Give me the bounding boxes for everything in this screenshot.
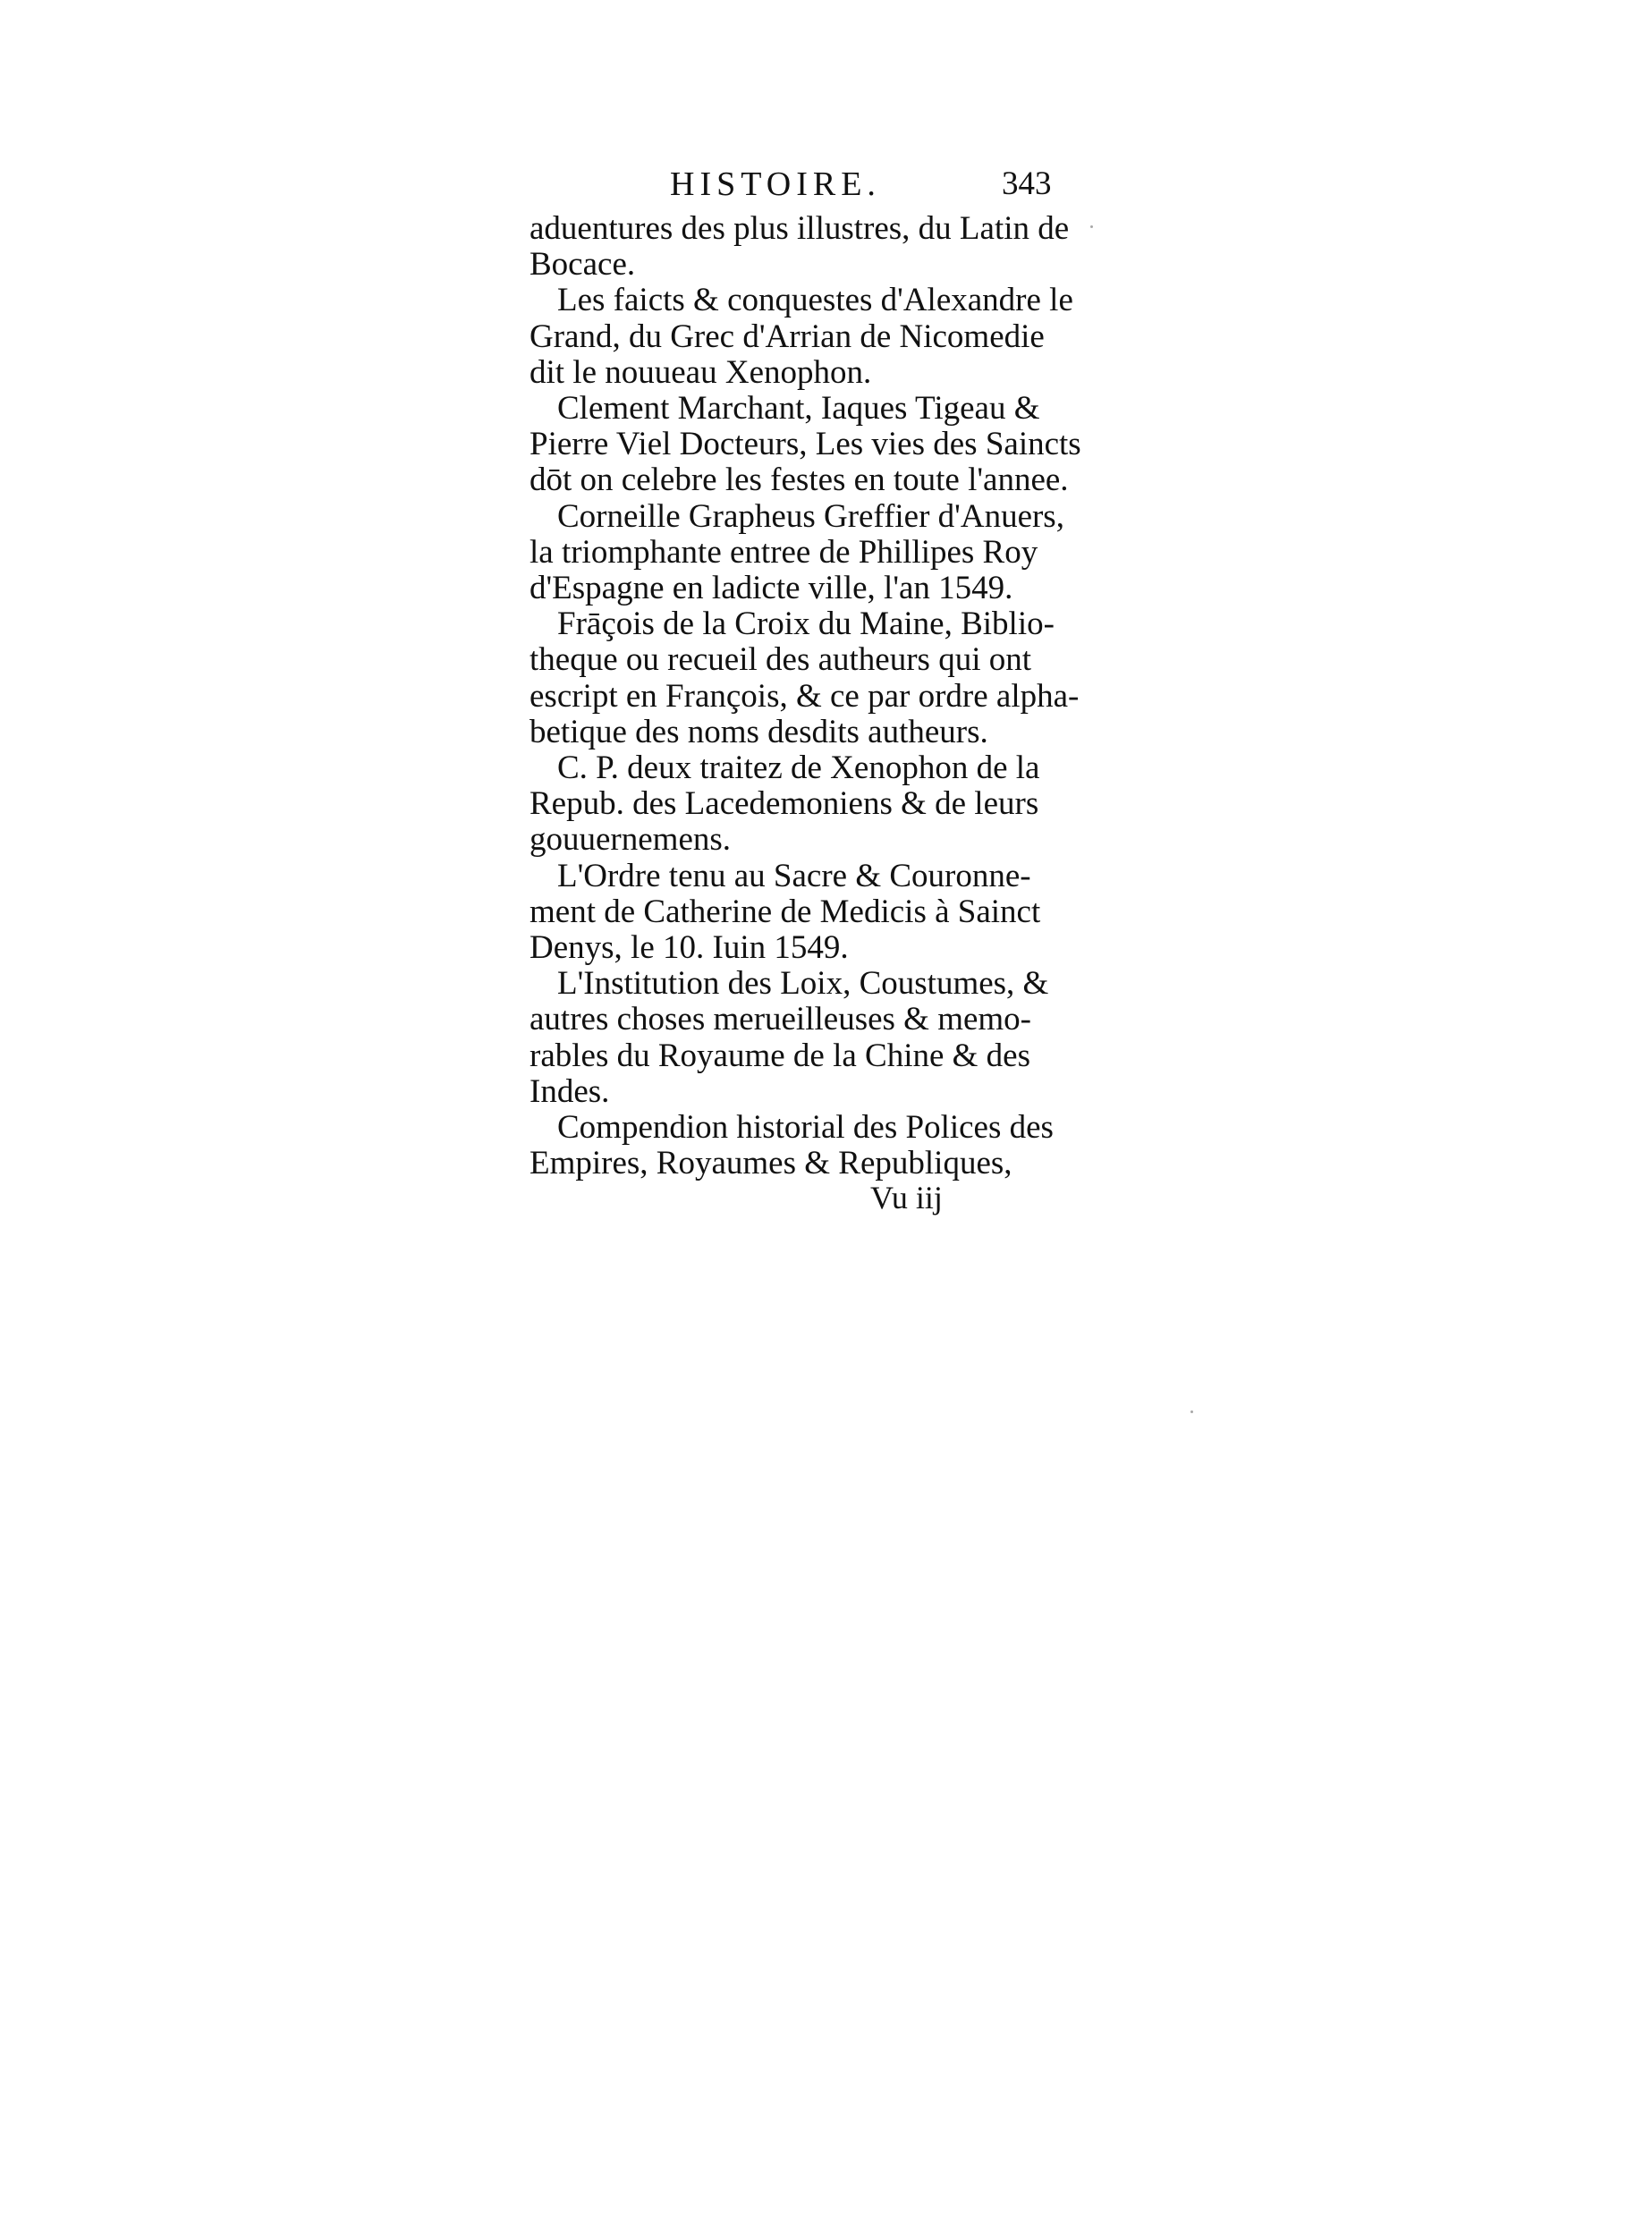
running-title: HISTOIRE. [670,165,881,203]
text-line: betique des noms desdits autheurs. [529,713,988,750]
text-line: dōt on celebre les festes en toute l'annee. [529,462,1069,499]
text-line: rables du Royaume de la Chine & des [529,1037,1031,1074]
text-line: Compendion historial des Polices des [557,1109,1054,1147]
text-line: L'Institution des Loix, Coustumes, & [557,965,1049,1003]
text-line: C. P. deux traitez de Xenophon de la [557,750,1040,787]
text-line: Corneille Grapheus Greffier d'Anuers, [557,497,1064,535]
text-line: Bocace. [529,246,636,284]
page-number: 343 [1002,165,1052,202]
text-line: escript en François, & ce par ordre alpha- [529,677,1080,715]
text-line: Clement Marchant, Iaques Tigeau & [557,390,1040,428]
text-line: autres choses merueilleuses & memo- [529,1001,1031,1038]
text-line: dit le nouueau Xenophon. [529,353,872,391]
text-line: Indes. [529,1072,610,1110]
text-line: Pierre Viel Docteurs, Les vies des Saincts [529,426,1081,463]
text-line: Empires, Royaumes & Republiques, [529,1145,1012,1182]
text-line: Les faicts & conquestes d'Alexandre le [557,282,1073,319]
scan-speck [1190,1410,1193,1413]
text-line: d'Espagne en ladicte ville, l'an 1549. [529,570,1013,607]
text-line: la triomphante entree de Phillipes Roy [529,533,1038,571]
text-line: aduentures des plus illustres, du Latin de [529,210,1070,247]
text-line: Denys, le 10. Iuin 1549. [529,929,849,967]
text-line: gouuernemens. [529,821,732,859]
running-head [529,166,1066,206]
scan-speck [1090,225,1093,228]
page-text-column [529,165,1081,1215]
signature-catchword: Vu iij [870,1180,943,1215]
text-line: Repub. des Lacedemoniens & de leurs [529,785,1039,823]
text-line: ment de Catherine de Medicis à Sainct [529,893,1041,930]
text-line: theque ou recueil des autheurs qui ont [529,641,1031,679]
text-line: Grand, du Grec d'Arrian de Nicomedie [529,318,1045,355]
text-line: L'Ordre tenu au Sacre & Couronne- [557,857,1031,894]
text-line: Frāçois de la Croix du Maine, Biblio- [557,606,1055,643]
